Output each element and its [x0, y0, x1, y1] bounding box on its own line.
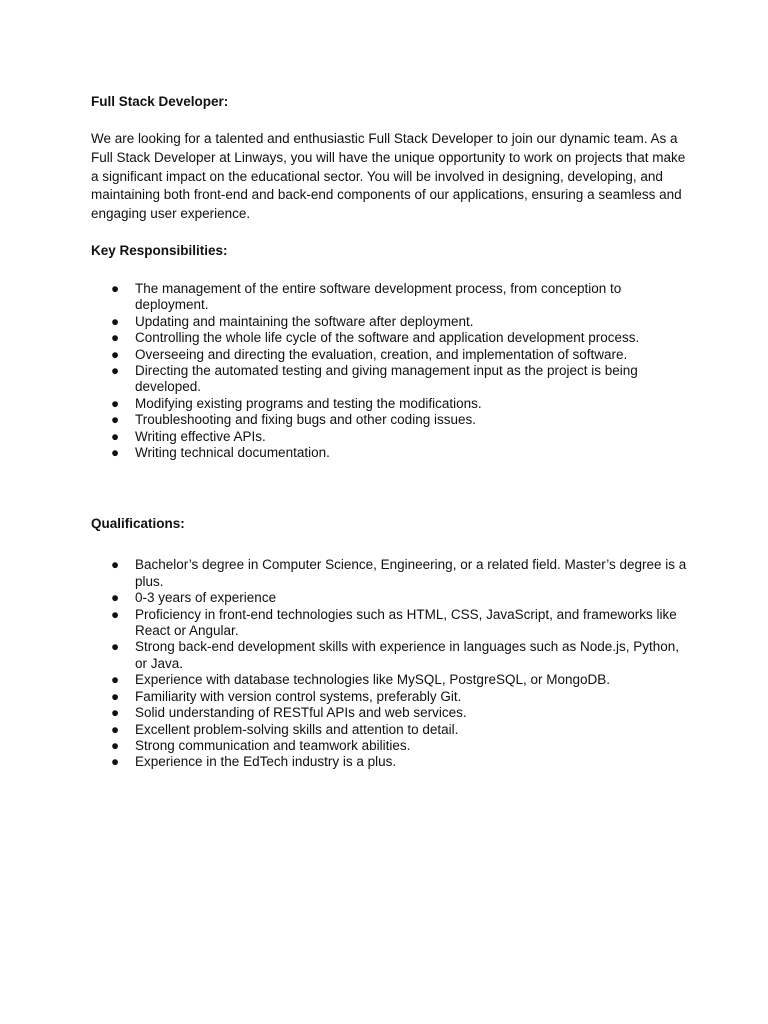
bullet-icon: ● — [111, 313, 120, 329]
responsibilities-heading: Key Responsibilities: — [91, 242, 228, 258]
list-item — [91, 639, 691, 672]
list-item — [91, 722, 691, 738]
list-item-text: Modifying existing programs and testing the modifications. — [135, 395, 482, 411]
bullet-icon: ● — [111, 412, 120, 428]
spacer — [91, 260, 691, 281]
list-item — [91, 330, 691, 346]
list-item — [91, 754, 691, 770]
list-item-text: Solid understanding of RESTful APIs and web services. — [135, 705, 467, 721]
list-item — [91, 281, 691, 314]
spacer — [91, 533, 691, 557]
list-item-text: Writing technical documentation. — [135, 445, 330, 461]
list-item — [91, 557, 691, 590]
list-item-text: Experience with database technologies like MySQL, PostgreSQL, or MongoDB. — [135, 672, 610, 688]
list-item — [91, 590, 691, 606]
list-item-text: Writing effective APIs. — [135, 428, 266, 444]
bullet-icon: ● — [111, 330, 120, 346]
list-item — [91, 412, 691, 428]
list-item-text: Strong communication and teamwork abilities. — [135, 737, 411, 753]
bullet-icon: ● — [111, 428, 120, 444]
bullet-icon: ● — [111, 606, 120, 622]
spacer — [91, 224, 691, 241]
bullet-icon: ● — [111, 672, 120, 688]
list-item-text: Updating and maintaining the software after deployment. — [135, 313, 474, 329]
list-item — [91, 672, 691, 688]
list-item — [91, 705, 691, 721]
bullet-icon: ● — [111, 363, 120, 379]
list-item — [91, 396, 691, 412]
bullet-icon: ● — [111, 395, 120, 411]
list-item — [91, 689, 691, 705]
bullet-icon: ● — [111, 737, 120, 753]
list-item-text: The management of the entire software development process, from conception to deployment. — [135, 280, 622, 313]
list-item-text: Experience in the EdTech industry is a plus. — [135, 754, 397, 770]
list-item-text: Familiarity with version control systems, preferably Git. — [135, 688, 462, 704]
bullet-icon: ● — [111, 721, 120, 737]
list-item-text: Controlling the whole life cycle of the software and application development process. — [135, 330, 640, 346]
bullet-icon: ● — [111, 688, 120, 704]
bullet-icon: ● — [111, 639, 120, 655]
list-item-text: Bachelor’s degree in Computer Science, Engineering, or a related field. Master’s degree is a plus. — [135, 557, 687, 589]
list-item-text: Directing the automated testing and giving management input as the project is being developed. — [135, 363, 638, 395]
bullet-icon: ● — [111, 590, 120, 606]
list-item — [91, 607, 691, 640]
bullet-icon: ● — [111, 346, 120, 362]
bullet-icon: ● — [111, 445, 120, 461]
bullet-icon: ● — [111, 705, 120, 721]
bullet-icon: ● — [111, 557, 120, 573]
qualifications-heading: Qualifications: — [91, 516, 185, 532]
intro-paragraph: We are looking for a talented and enthusiastic Full Stack Developer to join our dynamic team. As a Full Stack Developer at Linways, you will have the unique opportunity to work on projects that make a significant impact on the educational sector. You will be involved in designing, developing, and maintaining both front-end and back-end components of our applications, ensuring a seamless and engaging user experience. — [91, 131, 686, 222]
document-title: Full Stack Developer: — [91, 94, 229, 109]
list-item-text: 0-3 years of experience — [135, 590, 277, 606]
list-item-text: Troubleshooting and fixing bugs and other coding issues. — [135, 412, 476, 428]
spacer — [91, 111, 691, 130]
list-item-text: Excellent problem-solving skills and attention to detail. — [135, 721, 459, 737]
spacer — [91, 461, 691, 514]
qualifications-list — [91, 557, 691, 770]
list-item — [91, 314, 691, 330]
list-item — [91, 738, 691, 754]
list-item-text: Proficiency in front-end technologies such as HTML, CSS, JavaScript, and frameworks like React or Angular. — [135, 606, 677, 639]
bullet-icon: ● — [111, 280, 120, 296]
list-item — [91, 445, 691, 461]
list-item — [91, 347, 691, 363]
list-item — [91, 429, 691, 445]
list-item-text: Overseeing and directing the evaluation, creation, and implementation of software. — [135, 346, 628, 362]
document-content — [91, 92, 691, 771]
responsibilities-list — [91, 281, 691, 461]
list-item — [91, 363, 691, 396]
list-item-text: Strong back-end development skills with experience in languages such as Node.js, Python, or Java. — [135, 639, 680, 671]
bullet-icon: ● — [111, 754, 120, 770]
